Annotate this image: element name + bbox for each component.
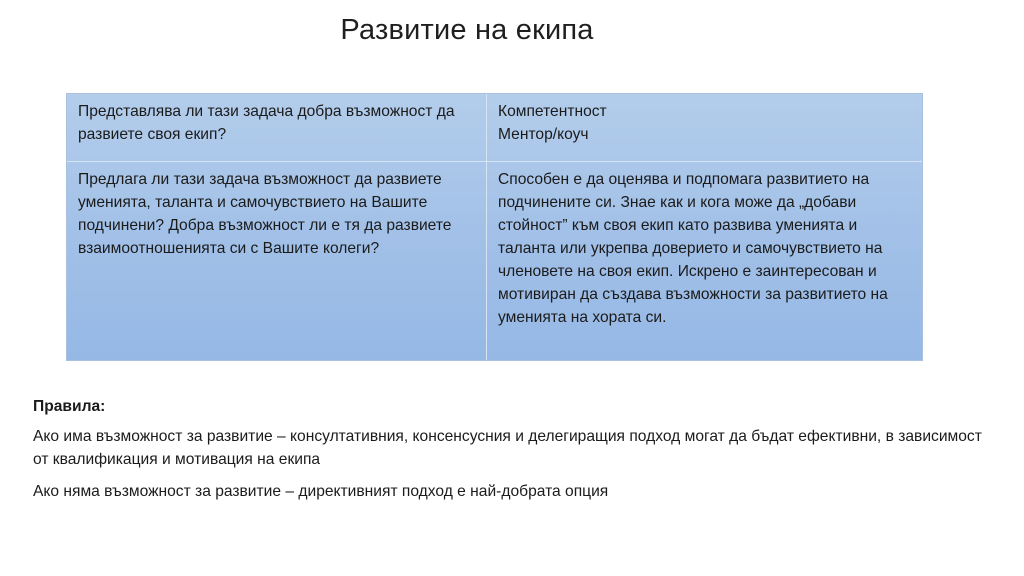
rule-item: Ако има възможност за развитие – консултативния, консенсусния и делегиращия подход могат да бъдат ефективни, в зависимост от квалификация и мотивация на екипа	[33, 428, 982, 468]
slide-title: Развитие на екипа	[340, 14, 594, 46]
competency-table	[66, 93, 923, 361]
rules-section	[33, 395, 993, 512]
rule-item: Ако няма възможност за развитие – директивният подход е най-добрата опция	[33, 483, 609, 500]
rules-heading: Правила:	[33, 398, 106, 415]
competency-label: Компетентност	[498, 103, 607, 120]
table-cell-description: Способен е да оценява и подпомага развитието на подчинените си. Знае как и кога може да „добави стойност” към своя екип като развива уменията и таланта или укрепва доверието и самочувствието на членовете на своя екип. Искрено е заинтересован и мотивиран да създава възможности за развитието на уменията на хората си.	[498, 171, 888, 326]
table-row	[67, 162, 922, 360]
competency-name: Ментор/коуч	[498, 126, 589, 143]
table-cell-question: Представлява ли тази задача добра възможност да развиете своя екип?	[67, 94, 487, 161]
table-row	[67, 94, 922, 162]
table-cell-question: Предлага ли тази задача възможност да развиете уменията, таланта и самочувствието на Вашите подчинени? Добра възможност ли е тя да развиете взаимоотношенията си с Вашите колеги?	[67, 162, 487, 360]
table-cell-competency	[487, 94, 922, 161]
